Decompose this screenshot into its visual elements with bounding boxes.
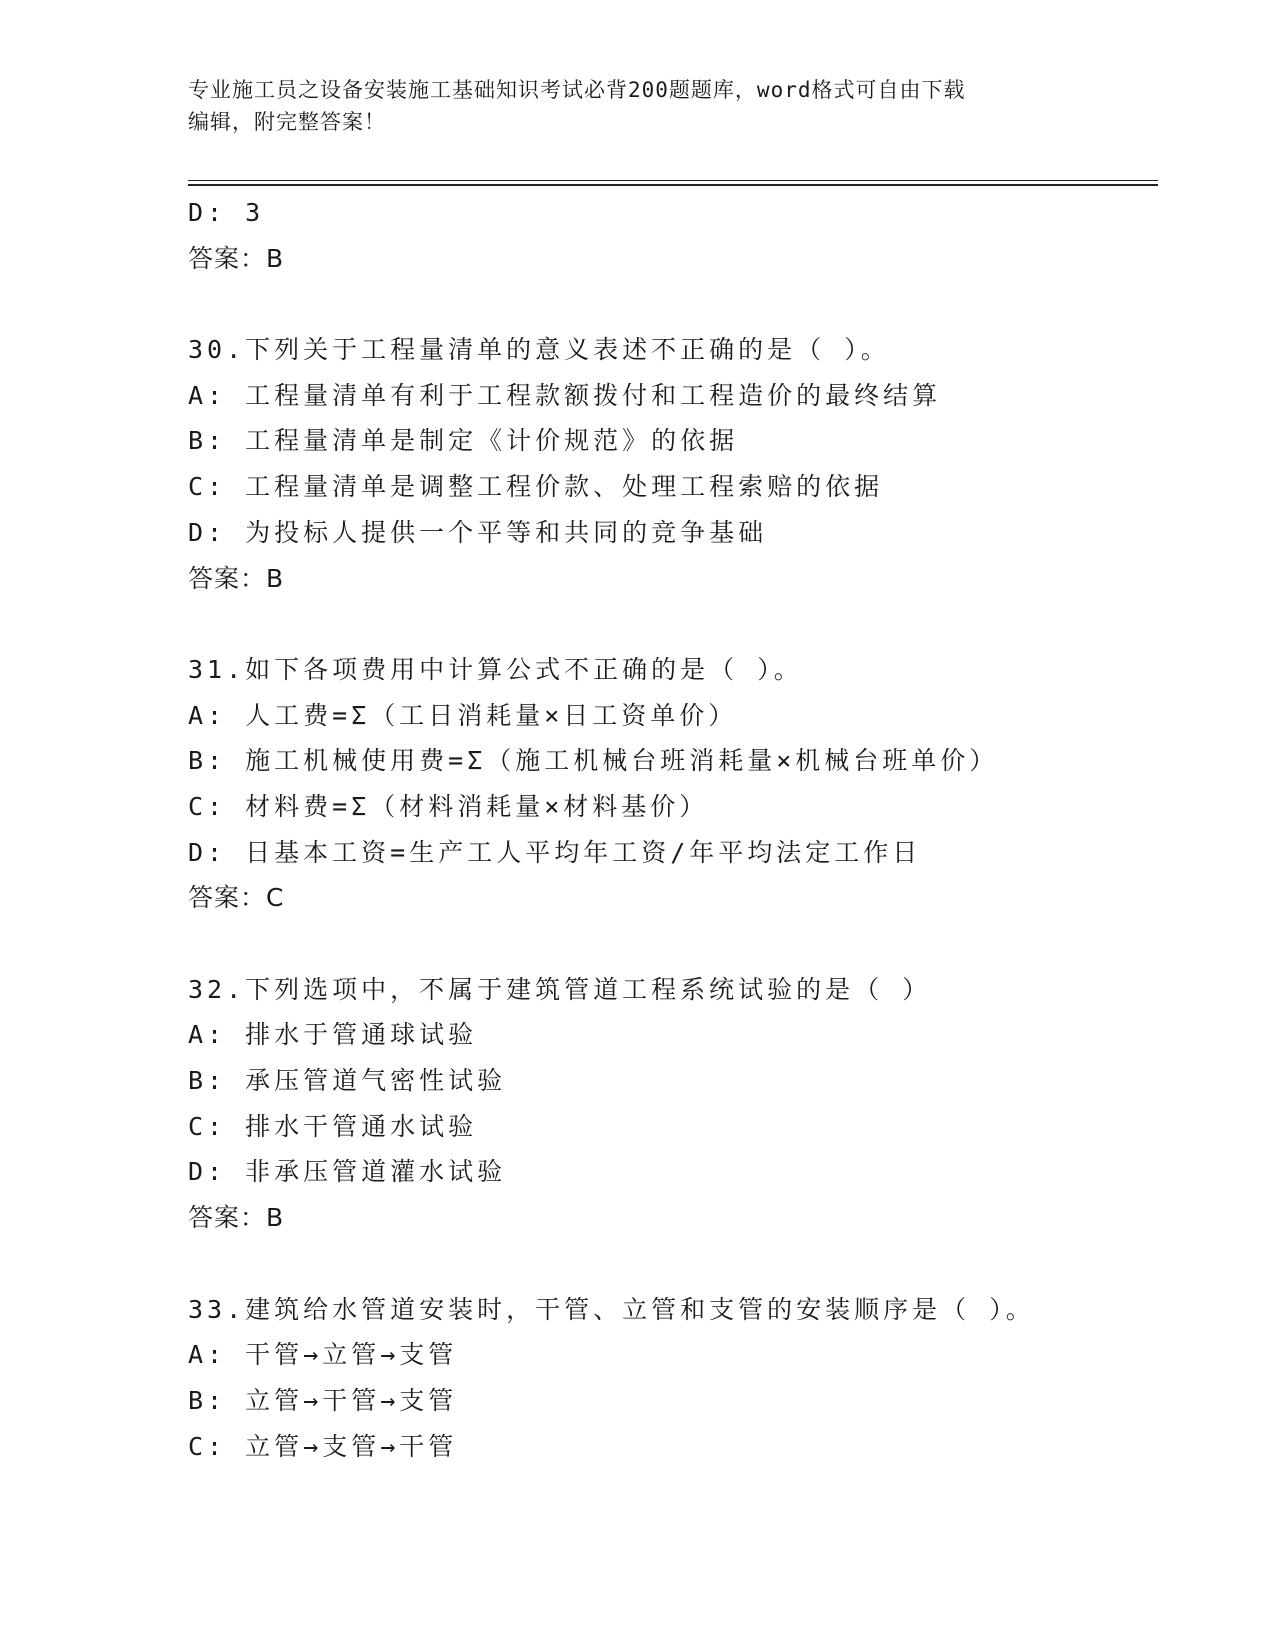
- option-d: D: 3: [188, 198, 265, 227]
- question-stem: 30.下列关于工程量清单的意义表述不正确的是（ ）。: [188, 335, 890, 365]
- header-title-line-2: 编辑，附完整答案！: [188, 110, 386, 134]
- question-list: [188, 190, 1168, 1469]
- question-33: [188, 1287, 1168, 1470]
- answer: 答案：B: [188, 243, 285, 273]
- header-title-line-1: 专业施工员之设备安装施工基础知识考试必背200题题库，word格式可自由下载: [188, 78, 966, 102]
- option-a: A: 排水于管通球试验: [188, 1020, 478, 1050]
- option-d: D: 非承压管道灌水试验: [188, 1157, 507, 1187]
- question-30: [188, 327, 1168, 601]
- option-b: B: 承压管道气密性试验: [188, 1066, 507, 1096]
- header-divider-thick: [188, 184, 1158, 186]
- answer: 答案：B: [188, 563, 285, 593]
- option-a: A: 工程量清单有利于工程款额拨付和工程造价的最终结算: [188, 380, 942, 410]
- option-c: C: 立管→支管→干管: [188, 1431, 458, 1461]
- option-b: B: 施工机械使用费=Σ（施工机械台班消耗量×机械台班单价）: [188, 746, 999, 776]
- question-31: [188, 647, 1168, 921]
- question-stem: 32.下列选项中，不属于建筑管道工程系统试验的是（ ）: [188, 974, 932, 1004]
- option-c: C: 材料费=Σ（材料消耗量×材料基价）: [188, 791, 709, 821]
- spacer: [188, 601, 1168, 647]
- question-stem: 31.如下各项费用中计算公式不正确的是（ ）。: [188, 654, 803, 684]
- option-b: B: 工程量清单是制定《计价规范》的依据: [188, 426, 739, 456]
- header-divider-thin: [188, 180, 1158, 181]
- spacer: [188, 921, 1168, 967]
- option-c: C: 排水干管通水试验: [188, 1111, 478, 1141]
- answer: 答案：B: [188, 1203, 285, 1233]
- option-d: D: 为投标人提供一个平等和共同的竞争基础: [188, 517, 768, 547]
- question-32: [188, 967, 1168, 1241]
- page-header: [188, 74, 1088, 138]
- spacer: [188, 1241, 1168, 1287]
- spacer: [188, 281, 1168, 327]
- answer: 答案：C: [188, 883, 285, 913]
- option-a: A: 人工费=Σ（工日消耗量×日工资单价）: [188, 700, 738, 730]
- option-a: A: 干管→立管→支管: [188, 1340, 458, 1370]
- option-d: D: 日基本工资=生产工人平均年工资/年平均法定工作日: [188, 837, 922, 867]
- option-c: C: 工程量清单是调整工程价款、处理工程索赔的依据: [188, 472, 884, 502]
- option-b: B: 立管→干管→支管: [188, 1385, 458, 1415]
- question-stem: 33.建筑给水管道安装时，干管、立管和支管的安装顺序是（ ）。: [188, 1294, 1035, 1324]
